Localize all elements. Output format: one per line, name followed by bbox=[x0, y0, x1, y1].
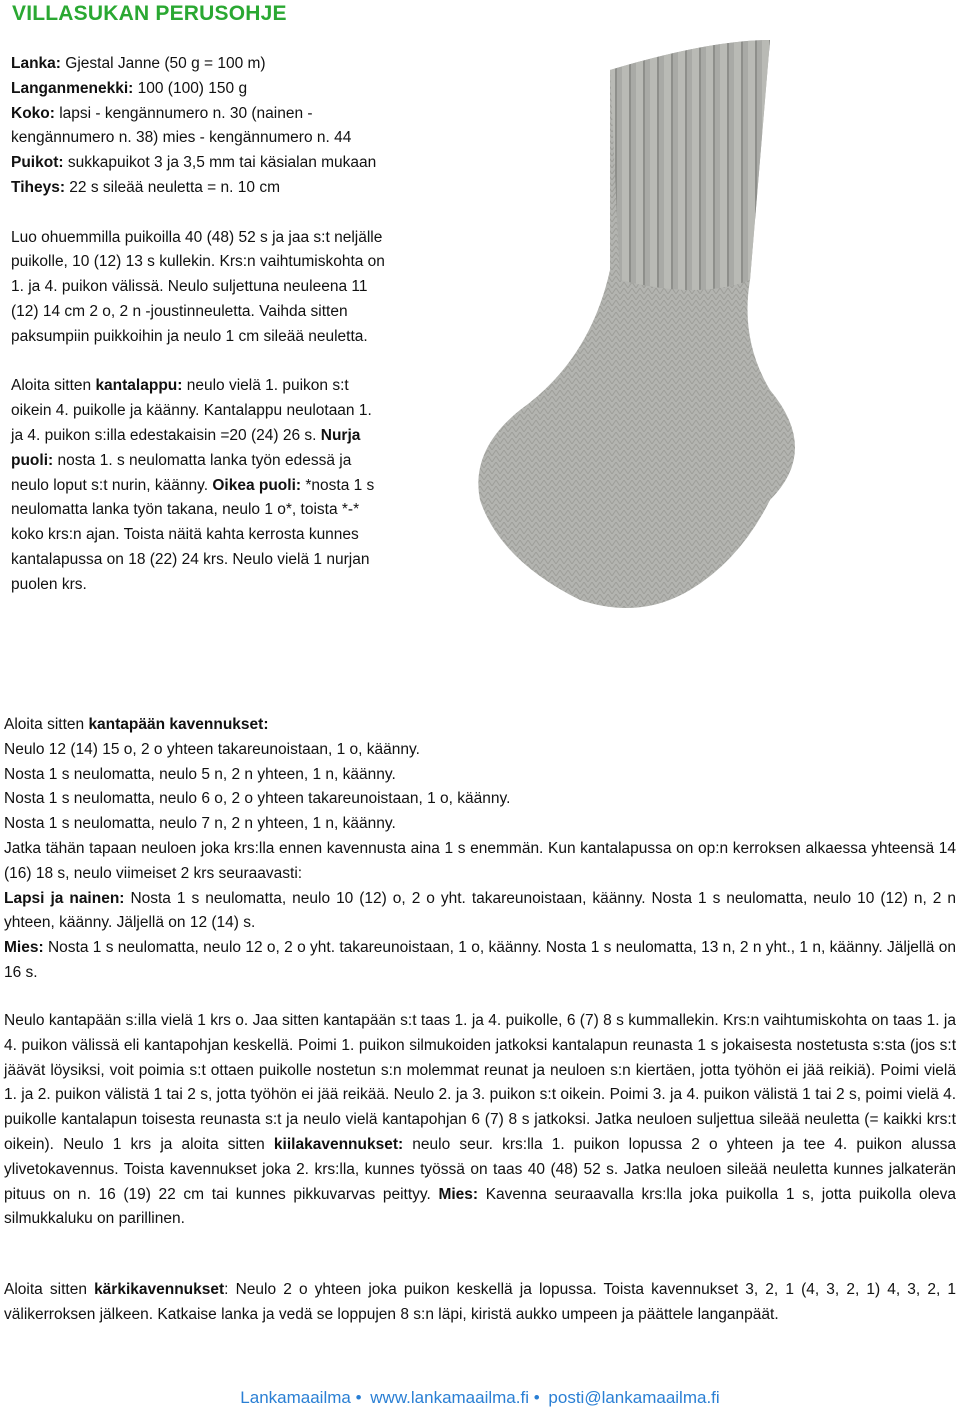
footer-email-link[interactable]: posti@lankamaailma.fi bbox=[548, 1388, 720, 1407]
text-run: neulo seur. krs:lla 1. puikon lopussa 2 o yhteen ja tee 4. puikon alussa ylivetokavennus. Toista kavennukset joka 2. krs:lla, kunnes työssä on taas 40 (48) 52 s. Jatka neuloen sileää neuletta kunnes jalkaterän pituus on n. 16 (19) 22 cm tai kunnes pikkuvarvas peittyy. bbox=[4, 1135, 956, 1203]
spec-koko bbox=[11, 102, 387, 152]
spec-label: Tiheys: bbox=[11, 178, 65, 196]
section-label: Nurja puoli: bbox=[11, 426, 361, 469]
section-label: Lapsi ja nainen: bbox=[4, 889, 125, 907]
section-label: kiilakavennukset: bbox=[273, 1135, 404, 1153]
spec-puikot bbox=[11, 151, 387, 176]
sock-photo bbox=[440, 30, 960, 630]
footer-brand: Lankamaailma • bbox=[240, 1388, 362, 1407]
spec-lanka bbox=[11, 52, 387, 77]
kantapaa-mies bbox=[4, 936, 956, 986]
karki-section bbox=[4, 1278, 956, 1328]
spec-value: lapsi - kengännumero n. 30 (nainen - kengännumero n. 38) mies - kengännumero n. 44 bbox=[11, 104, 352, 147]
kantapaa-line: Jatka tähän tapaan neuloen joka krs:lla ennen kavennusta aina 1 s enemmän. Kun kantalapussa on op:n kerroksen alkaessa yhteensä 14 (16) 18 s, neulo viimeiset 2 krs seuraavasti: bbox=[4, 839, 956, 882]
spec-label: Langanmenekki: bbox=[11, 79, 134, 97]
footer-website-link[interactable]: www.lankamaailma.fi • bbox=[370, 1388, 540, 1407]
spec-tiheys bbox=[11, 176, 387, 201]
spec-value: Gjestal Janne (50 g = 100 m) bbox=[60, 55, 266, 72]
kantapaa-lapsi bbox=[4, 887, 956, 937]
spec-menekki bbox=[11, 77, 387, 102]
text-run: Aloita sitten bbox=[11, 377, 96, 395]
spec-value: 100 (100) 150 g bbox=[133, 79, 248, 97]
kantalappu-paragraph bbox=[11, 374, 387, 597]
kantapaa-line: Nosta 1 s neulomatta, neulo 7 n, 2 n yhteen, 1 n, käänny. bbox=[4, 815, 396, 833]
text-run: *nosta 1 s neulomatta lanka työn takana, neulo 1 o*, toista *-* koko krs:n ajan. Toista näitä kahta kerrosta kunnes kantalapussa on 18 (22) 24 krs. Neulo vielä 1 nurjan puolen krs. bbox=[11, 476, 375, 593]
text-run: : Neulo 2 o yhteen joka puikon keskellä ja lopussa. Toista kavennukset 3, 2, 1 (4, 3, 2, 1) 4, 3, 2, 1 välikerroksen jälkeen. Katkaise lanka ja vedä se loppujen 8 s:n läpi, kiristä aukko umpeen ja päättele langanpäät. bbox=[4, 1281, 956, 1323]
kantapaa-line: Nosta 1 s neulomatta, neulo 6 o, 2 o yhteen takareunoistaan, 1 o, käänny. bbox=[4, 790, 511, 808]
kantapaa-section bbox=[4, 713, 956, 986]
footer bbox=[0, 1388, 960, 1408]
section-label: kantapään kavennukset: bbox=[88, 716, 269, 733]
kiila-section bbox=[4, 1009, 956, 1232]
spec-label: Koko: bbox=[11, 104, 55, 122]
text-run: Aloita sitten bbox=[4, 716, 89, 733]
karki-paragraph bbox=[4, 1278, 956, 1328]
text-run: Kavenna seuraavalla krs:lla joka puikolla 1 s, jotta puikolla oleva silmukkaluku on parillinen. bbox=[4, 1185, 956, 1228]
text-run: Neulo kantapään s:illa vielä 1 krs o. Jaa sitten kantapään s:t taas 1. ja 4. puikolle, 6 (7) 8 s kummallekin. Krs:n vaihtumiskohta on taas 1. ja 4. puikon välissä eli kantapohjan keskellä. Poimi 1. puikon silmukoiden jatkoksi kantalapun reunasta 1 s jokaisesta nostetusta s:sta (jos s:t jäävät löysiksi, voit poimia s:t ottaen puikolle nostetun s:n molemmat reunat ja neuloen s:n kiertäen, jotta työhön ei jää reikiä). Poimi vielä 1. ja 2. puikon välistä 1 tai 2 s, jotta työhön ei jää reikää. Neulo 2. ja 3. puikon s:t oikein. Poimi 3. ja 4. puikon välistä 1 tai 2 s, poimi vielä 4. puikolle kantalapun toisesta reunasta s:t ja neulo vielä kantapohjan 6 (7) 8 s jatkoksi. Jatka neuloen suljettua sileää neuletta (= kaikki krs:t oikein). Neulo 1 krs ja aloita sitten bbox=[4, 1012, 956, 1153]
kantapaa-line: Nosta 1 s neulomatta, neulo 5 n, 2 n yhteen, 1 n, käänny. bbox=[4, 765, 396, 783]
page-title: VILLASUKAN PERUSOHJE bbox=[12, 2, 287, 25]
kiila-paragraph bbox=[4, 1009, 956, 1232]
text-run: Aloita sitten bbox=[4, 1281, 95, 1298]
section-label: Mies: bbox=[4, 939, 44, 957]
spec-label: Puikot: bbox=[11, 154, 64, 172]
spec-value: 22 s sileää neuletta = n. 10 cm bbox=[65, 178, 280, 196]
text-run: Nosta 1 s neulomatta, neulo 10 (12) o, 2 o yht. takareunoistaan, käänny. Nosta 1 s neulomatta, neulo 10 (12) n, 2 n yhteen, käänny. Jäljellä on 12 (14) s. bbox=[4, 889, 956, 932]
kantapaa-line: Neulo 12 (14) 15 o, 2 o yhteen takareunoistaan, 1 o, käänny. bbox=[4, 740, 420, 758]
section-label: Oikea puoli: bbox=[212, 476, 302, 494]
intro-paragraph: Luo ohuemmilla puikoilla 40 (48) 52 s ja jaa s:t neljälle puikolle, 10 (12) 13 s kullekin. Krs:n vaihtumiskohta on 1. ja 4. puikon välissä. Neulo suljettuna neuleena 11 (12) 14 cm 2 o, 2 n -joustinneuletta. Vaihda sitten paksumpiin puikkoihin ja neulo 1 cm sileää neuletta. bbox=[11, 228, 385, 345]
section-label: kärkikavennukset bbox=[94, 1281, 225, 1298]
specs-column bbox=[11, 52, 387, 598]
spec-label: Lanka: bbox=[11, 55, 61, 72]
text-run: neulo vielä 1. puikon s:t oikein 4. puikolle ja käänny. Kantalappu neulotaan 1. ja 4. puikon s:illa edestakaisin =20 (24) 26 s. bbox=[11, 377, 372, 444]
spec-value: sukkapuikot 3 ja 3,5 mm tai käsialan mukaan bbox=[63, 154, 377, 172]
section-label: Mies: bbox=[438, 1185, 479, 1203]
text-run: nosta 1. s neulomatta lanka työn edessä ja neulo loput s:t nurin, käänny. bbox=[11, 451, 352, 494]
section-label: kantalappu: bbox=[95, 377, 183, 395]
text-run: Nosta 1 s neulomatta, neulo 12 o, 2 o yht. takareunoistaan, 1 o, käänny. Nosta 1 s neulomatta, 13 n, 2 n yht., 1 n, käänny. Jäljellä on 16 s. bbox=[4, 939, 956, 981]
kantapaa-heading bbox=[4, 713, 956, 738]
